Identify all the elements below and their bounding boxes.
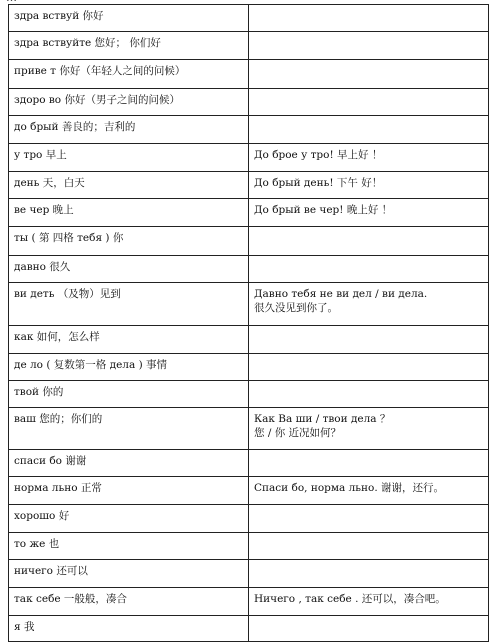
example-phrase-cell <box>249 60 489 89</box>
example-phrase-cell <box>249 560 489 588</box>
table-row <box>9 144 489 172</box>
example-phrase: Спаси бо, норма льно. 谢谢，还行。 <box>254 482 445 494</box>
vocab-word-cell: у тро 早上 <box>9 144 249 172</box>
vocab-word-cell: де ло ( 复数第一格 дела ) 事情 <box>9 354 249 381</box>
example-phrase-cell <box>249 450 489 477</box>
vocab-word-cell: здра вствуй 你好 <box>9 5 249 32</box>
vocab-word-cell: то же 也 <box>9 533 249 560</box>
vocabulary-table-body <box>9 5 489 642</box>
table-row <box>9 477 489 505</box>
table-row <box>9 381 489 408</box>
example-phrase: До брый день! 下午 好！ <box>254 177 383 189</box>
table-row <box>9 116 489 144</box>
example-phrase: Как Ва ши / твои дела ？ <box>254 413 391 425</box>
table-row <box>9 408 489 450</box>
example-phrase-cell <box>249 381 489 408</box>
example-phrase-cell <box>249 505 489 533</box>
example-phrase-cell <box>249 354 489 381</box>
table-row <box>9 326 489 354</box>
vocab-word-cell: ты ( 第 四格 тебя ) 你 <box>9 227 249 256</box>
example-phrase: До брое у тро! 早上好 ！ <box>254 149 383 161</box>
example-phrase-cell <box>249 326 489 354</box>
example-phrase-cell <box>249 408 489 450</box>
vocab-word-cell: здоро во 你好（男子之间的问候） <box>9 89 249 116</box>
vocab-word-cell: здра вствуйте 您好； 你们好 <box>9 32 249 60</box>
table-row <box>9 533 489 560</box>
example-phrase-cell <box>249 283 489 326</box>
vocab-word-cell: ви деть （及物）见到 <box>9 283 249 326</box>
table-row <box>9 560 489 588</box>
vocab-word-cell: хорошо 好 <box>9 505 249 533</box>
table-row <box>9 199 489 227</box>
example-phrase-cell <box>249 116 489 144</box>
example-phrase-cell <box>249 533 489 560</box>
example-phrase-cell <box>249 616 489 642</box>
table-row <box>9 283 489 326</box>
example-phrase-cell <box>249 477 489 505</box>
example-phrase-cell <box>249 172 489 199</box>
vocab-word-cell: так себе 一般般，凑合 <box>9 588 249 616</box>
vocab-word-cell: спаси бо 谢谢 <box>9 450 249 477</box>
vocab-word-cell: давно 很久 <box>9 256 249 283</box>
vocab-word-cell: как 如何，怎么样 <box>9 326 249 354</box>
example-phrase: Давно тебя не ви дел / ви дела. <box>254 288 428 300</box>
vocab-word-cell: ве чер 晚上 <box>9 199 249 227</box>
vocab-word-cell: приве т 你好（年轻人之间的问候） <box>9 60 249 89</box>
example-phrase-cell <box>249 89 489 116</box>
table-row <box>9 588 489 616</box>
table-row <box>9 227 489 256</box>
table-row <box>9 89 489 116</box>
example-phrase-cell <box>249 5 489 32</box>
table-row <box>9 60 489 89</box>
table-row <box>9 616 489 642</box>
vocab-word-cell: норма льно 正常 <box>9 477 249 505</box>
table-row <box>9 172 489 199</box>
vocab-word-cell: ничего 还可以 <box>9 560 249 588</box>
table-row <box>9 505 489 533</box>
table-row <box>9 450 489 477</box>
example-phrase-cell <box>249 227 489 256</box>
table-row <box>9 5 489 32</box>
example-phrase-translation: 您 / 你 近况如何？ <box>254 427 342 439</box>
table-row <box>9 32 489 60</box>
example-phrase-cell <box>249 256 489 283</box>
example-phrase-cell <box>249 588 489 616</box>
vocab-word-cell: ваш 您的；你们的 <box>9 408 249 450</box>
table-row <box>9 256 489 283</box>
example-phrase-cell <box>249 32 489 60</box>
example-phrase-cell <box>249 199 489 227</box>
example-phrase-translation: 很久没见到你了。 <box>254 302 338 314</box>
table-row <box>9 354 489 381</box>
example-phrase: Ничего , так себе . 还可以，凑合吧。 <box>254 593 446 605</box>
example-phrase: До брый ве чер! 晚上好 ！ <box>254 204 393 216</box>
vocabulary-table <box>8 4 489 642</box>
vocab-word-cell: до брый 善良的；吉利的 <box>9 116 249 144</box>
vocab-word-cell: твой 你的 <box>9 381 249 408</box>
vocab-word-cell: день 天，白天 <box>9 172 249 199</box>
example-phrase-cell <box>249 144 489 172</box>
vocab-word-cell: я 我 <box>9 616 249 642</box>
